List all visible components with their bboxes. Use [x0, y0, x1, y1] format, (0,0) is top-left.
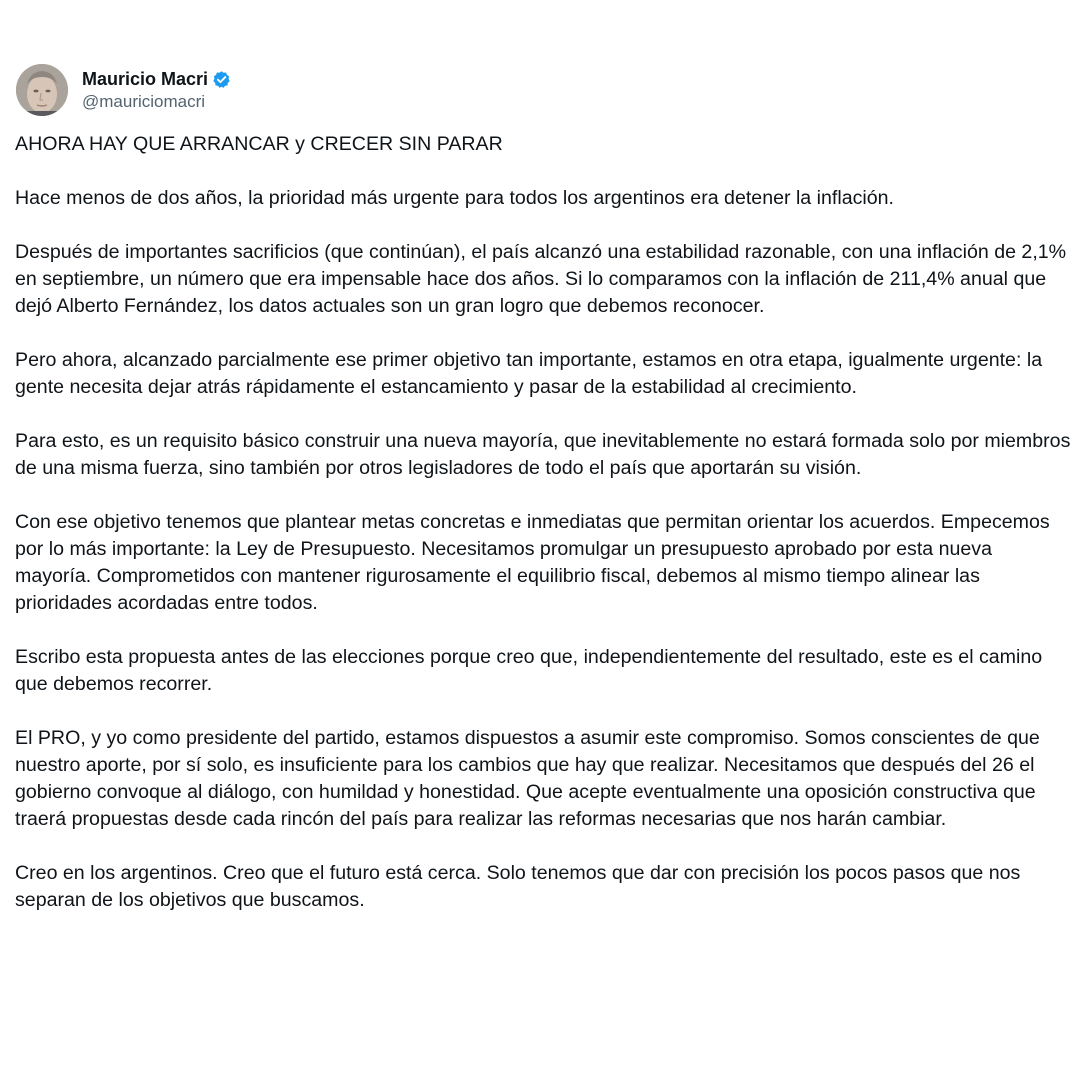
- verified-badge-icon: [212, 70, 231, 89]
- tweet-paragraph: Con ese objetivo tenemos que plantear metas concretas e inmediatas que permitan orientar los acuerdos. Empecemos por lo más importante: la Ley de Presupuesto. Necesitamos promulgar un presupuesto aprobado por esta nueva mayoría. Comprometidos con mantener rigurosamente el equilibrio fiscal, debemos al mismo tiempo alinear las prioridades acordadas entre todos.: [15, 511, 1050, 614]
- tweet-paragraph: AHORA HAY QUE ARRANCAR y CRECER SIN PARAR: [15, 133, 503, 155]
- tweet-paragraph: Pero ahora, alcanzado parcialmente ese primer objetivo tan importante, estamos en otra etapa, igualmente urgente: la gente necesita dejar atrás rápidamente el estancamiento y pasar de la estabilidad al crecimiento.: [15, 349, 1043, 398]
- name-row: [82, 67, 231, 91]
- tweet-paragraph: Creo en los argentinos. Creo que el futuro está cerca. Solo tenemos que dar con precisión los pocos pasos que nos separan de los objetivos que buscamos.: [15, 862, 1021, 911]
- tweet-header: [16, 64, 231, 116]
- tweet-paragraph: Para esto, es un requisito básico construir una nueva mayoría, que inevitablemente no estará formada solo por miembros de una misma fuerza, sino también por otros legisladores de todo el país que aportarán su visión.: [15, 430, 1071, 479]
- avatar[interactable]: [16, 64, 68, 116]
- user-handle[interactable]: @mauriciomacri: [82, 92, 206, 111]
- tweet-paragraph: Hace menos de dos años, la prioridad más urgente para todos los argentinos era detener la inflación.: [15, 187, 894, 209]
- user-info: [82, 67, 231, 113]
- tweet-paragraph: El PRO, y yo como presidente del partido, estamos dispuestos a asumir este compromiso. Somos conscientes de que nuestro aporte, por sí solo, es insuficiente para los cambios que hay que realizar. Necesitamos que después del 26 el gobierno convoque al diálogo, con humildad y honestidad. Que acepte eventualmente una oposición constructiva que traerá propuestas desde cada rincón del país para realizar las reformas necesarias que nos harán cambiar.: [15, 727, 1040, 830]
- tweet-paragraph: Después de importantes sacrificios (que continúan), el país alcanzó una estabilidad razonable, con una inflación de 2,1% en septiembre, un número que era impensable hace dos años. Si lo comparamos con la inflación de 211,4% anual que dejó Alberto Fernández, los datos actuales son un gran logro que debemos reconocer.: [15, 241, 1067, 317]
- tweet-paragraph: Escribo esta propuesta antes de las elecciones porque creo que, independientemente del resultado, este es el camino que debemos recorrer.: [15, 646, 1043, 695]
- display-name[interactable]: Mauricio Macri: [82, 69, 209, 89]
- avatar-photo: [16, 64, 68, 116]
- tweet-text: [15, 131, 1071, 941]
